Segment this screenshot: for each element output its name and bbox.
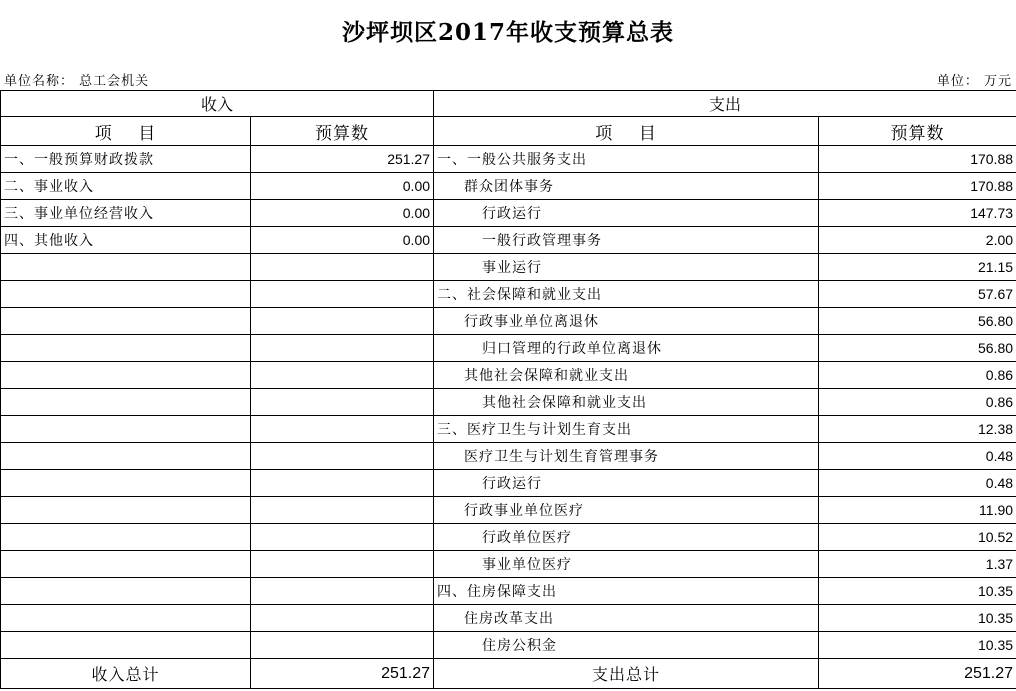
income-item-cell <box>1 551 251 578</box>
expense-amount-cell: 147.73 <box>819 200 1016 227</box>
expense-amount-cell: 21.15 <box>819 254 1016 281</box>
table-row <box>1 173 1016 200</box>
expense-item-cell: 四、住房保障支出 <box>434 578 819 605</box>
table-row <box>1 254 1016 281</box>
expense-item-cell: 行政运行 <box>434 470 819 497</box>
income-item-cell <box>1 497 251 524</box>
expense-amount-cell: 57.67 <box>819 281 1016 308</box>
expense-amount-cell: 0.48 <box>819 443 1016 470</box>
income-amount-cell <box>251 632 434 659</box>
income-amount-cell <box>251 605 434 632</box>
income-item-cell: 三、事业单位经营收入 <box>1 200 251 227</box>
expense-item-cell: 住房公积金 <box>434 632 819 659</box>
expense-amount-cell: 10.35 <box>819 578 1016 605</box>
expense-total-label: 支出总计 <box>434 659 819 689</box>
income-amount-cell <box>251 551 434 578</box>
income-item-cell: 四、其他收入 <box>1 227 251 254</box>
income-amount-cell: 251.27 <box>251 146 434 173</box>
income-item-cell: 一、一般预算财政拨款 <box>1 146 251 173</box>
table-row <box>1 227 1016 254</box>
income-item-cell <box>1 254 251 281</box>
table-row <box>1 416 1016 443</box>
income-amount-cell <box>251 416 434 443</box>
income-total-amount: 251.27 <box>251 659 434 689</box>
expense-item-cell: 行政单位医疗 <box>434 524 819 551</box>
expense-item-cell: 群众团体事务 <box>434 173 819 200</box>
expense-amount-header: 预算数 <box>819 117 1016 146</box>
table-row <box>1 443 1016 470</box>
table-row <box>1 308 1016 335</box>
expense-item-cell: 一、一般公共服务支出 <box>434 146 819 173</box>
expense-total-amount: 251.27 <box>819 659 1016 689</box>
income-amount-cell <box>251 578 434 605</box>
income-item-cell <box>1 578 251 605</box>
table-row <box>1 335 1016 362</box>
expense-item-cell: 行政运行 <box>434 200 819 227</box>
income-amount-cell <box>251 497 434 524</box>
expense-item-cell: 其他社会保障和就业支出 <box>434 389 819 416</box>
expense-item-cell: 行政事业单位离退休 <box>434 308 819 335</box>
expense-item-cell: 医疗卫生与计划生育管理事务 <box>434 443 819 470</box>
income-amount-cell: 0.00 <box>251 173 434 200</box>
table-row <box>1 389 1016 416</box>
expense-amount-cell: 0.86 <box>819 362 1016 389</box>
expense-item-cell: 归口管理的行政单位离退休 <box>434 335 819 362</box>
unit-name-label: 单位名称： 总工会机关 <box>4 74 150 89</box>
expense-amount-cell: 2.00 <box>819 227 1016 254</box>
income-amount-cell: 0.00 <box>251 227 434 254</box>
expense-item-cell: 一般行政管理事务 <box>434 227 819 254</box>
income-amount-cell <box>251 335 434 362</box>
expense-amount-cell: 56.80 <box>819 308 1016 335</box>
income-amount-cell <box>251 308 434 335</box>
currency-unit-label: 单位： 万元 <box>936 74 1012 89</box>
income-item-cell <box>1 524 251 551</box>
income-item-cell <box>1 389 251 416</box>
column-header-row <box>1 117 1016 146</box>
expense-item-cell: 二、社会保障和就业支出 <box>434 281 819 308</box>
table-row <box>1 632 1016 659</box>
expense-item-cell: 住房改革支出 <box>434 605 819 632</box>
table-row <box>1 200 1016 227</box>
budget-summary-table <box>0 90 1016 689</box>
expense-amount-cell: 11.90 <box>819 497 1016 524</box>
expense-amount-cell: 1.37 <box>819 551 1016 578</box>
income-item-header: 项 目 <box>1 117 251 146</box>
total-row <box>1 659 1016 689</box>
income-item-cell <box>1 443 251 470</box>
income-amount-cell <box>251 362 434 389</box>
income-section-header: 收入 <box>1 91 434 117</box>
expense-item-cell: 三、医疗卫生与计划生育支出 <box>434 416 819 443</box>
expense-amount-cell: 12.38 <box>819 416 1016 443</box>
income-item-cell <box>1 632 251 659</box>
table-row <box>1 551 1016 578</box>
expense-amount-cell: 56.80 <box>819 335 1016 362</box>
page-title: 沙坪坝区2017年收支预算总表 <box>341 19 674 46</box>
income-amount-cell <box>251 389 434 416</box>
income-amount-cell <box>251 470 434 497</box>
expense-section-header: 支出 <box>434 91 1016 117</box>
expense-item-cell: 事业单位医疗 <box>434 551 819 578</box>
expense-item-cell: 事业运行 <box>434 254 819 281</box>
expense-amount-cell: 10.35 <box>819 605 1016 632</box>
income-item-cell <box>1 335 251 362</box>
table-row <box>1 524 1016 551</box>
expense-amount-cell: 0.48 <box>819 470 1016 497</box>
income-amount-cell <box>251 443 434 470</box>
income-item-cell <box>1 605 251 632</box>
income-item-cell <box>1 416 251 443</box>
table-row <box>1 281 1016 308</box>
table-row <box>1 470 1016 497</box>
income-item-cell: 二、事业收入 <box>1 173 251 200</box>
income-item-cell <box>1 281 251 308</box>
income-item-cell <box>1 362 251 389</box>
income-amount-header: 预算数 <box>251 117 434 146</box>
income-item-cell <box>1 470 251 497</box>
income-amount-cell <box>251 524 434 551</box>
expense-item-header: 项 目 <box>434 117 819 146</box>
income-amount-cell: 0.00 <box>251 200 434 227</box>
income-item-cell <box>1 308 251 335</box>
income-amount-cell <box>251 254 434 281</box>
expense-amount-cell: 170.88 <box>819 146 1016 173</box>
table-row <box>1 578 1016 605</box>
income-total-label: 收入总计 <box>1 659 251 689</box>
table-row <box>1 362 1016 389</box>
expense-amount-cell: 0.86 <box>819 389 1016 416</box>
expense-item-cell: 其他社会保障和就业支出 <box>434 362 819 389</box>
table-row <box>1 146 1016 173</box>
expense-amount-cell: 10.35 <box>819 632 1016 659</box>
table-row <box>1 497 1016 524</box>
expense-amount-cell: 10.52 <box>819 524 1016 551</box>
table-row <box>1 605 1016 632</box>
expense-item-cell: 行政事业单位医疗 <box>434 497 819 524</box>
income-amount-cell <box>251 281 434 308</box>
section-header-row <box>1 91 1016 117</box>
expense-amount-cell: 170.88 <box>819 173 1016 200</box>
